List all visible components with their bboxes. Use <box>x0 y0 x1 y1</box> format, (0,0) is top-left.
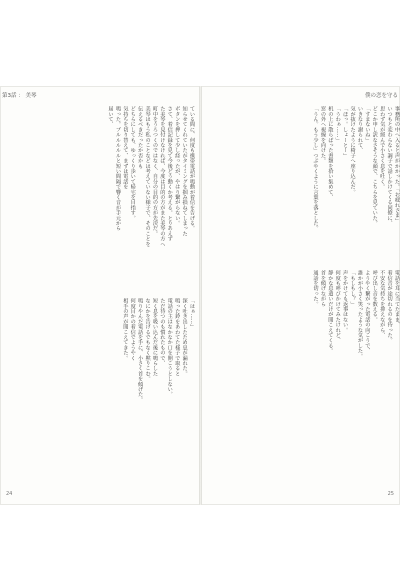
text-line: 深く吐き出したため息が漏れた。 <box>181 298 188 376</box>
text-block <box>0 106 195 251</box>
text-line: 知らせてくれていたがタイミングを掴み損ねてしまった <box>181 106 188 236</box>
text-block <box>0 298 195 448</box>
text-line: ただ待つのも慣れたもので、 <box>159 298 166 366</box>
text-line: 気が抜けたように椅子へ座り込んだ。 <box>349 106 356 195</box>
text-line: 町中をうろつくのではなく、自分の目的の方が先決だ。 <box>151 106 158 236</box>
text-line: 鳴りやんだ電話を手に、小さく首を傾げた。 <box>137 298 144 402</box>
text-line: 「もしもし？」 <box>349 270 356 307</box>
text-line: 何度目かの着信でようやく <box>129 298 136 361</box>
text-line: 思わず気が緩んで小さく息を吐く。 <box>379 106 386 190</box>
text-line: どこか申し訳なさそうな顔で、こちらを見ていた。 <box>371 106 378 226</box>
text-line: 相手の声が聞こえてきた。 <box>122 298 129 361</box>
text-line: 誰かが小さく笑ったような気がした。 <box>356 270 363 359</box>
text-line: 机の上に散らばった書類を拾い集めて、 <box>327 106 334 200</box>
text-line: 呼び出し音を数える。 <box>371 270 378 322</box>
text-line: ボタンを押して少し経ったが、やはり繋がらない。 <box>174 106 181 226</box>
text-line: た美琴を見付けなければ、今度は目的の方がまた美琴の方へ <box>159 106 166 247</box>
text-line: 鳴った鈴をあわてた様子で取ると <box>174 298 181 376</box>
text-line: いきなり謝られて、 <box>356 106 363 153</box>
text-line: 「はぁ……」 <box>189 298 195 330</box>
text-line: さて、着信記録を見て今後どう動くか考える。とりあえず <box>166 106 173 242</box>
text-line: 窓の外へ視線を向けた。 <box>319 106 326 164</box>
text-line: 「うわぁ……」 <box>334 106 341 143</box>
text-line: いつもと変わらない調子で話しかけてくる同僚に、 <box>386 106 393 226</box>
text-line: 通話を切った。 <box>312 270 319 307</box>
text-line: どちらにしても、ゆっくり歩いて帰宅を目指す。 <box>129 106 136 221</box>
page-number: 24 <box>6 491 13 497</box>
text-line: 不安な気持ちを抑えながら、 <box>379 270 386 338</box>
text-line: ている間に、何度も携帯電話が鳴動が着信を告げる。 <box>189 106 195 231</box>
text-line: 電話の主はなかなか口を開こうとしない。 <box>166 298 173 397</box>
text-line: 事務所の中へ入ると声がかかった。「お疲れさま」 <box>394 106 400 223</box>
text-line: ようやく繋がった電話の向こうで、 <box>364 270 371 354</box>
text-line: 伝えるべきだったか否かも <box>137 106 144 169</box>
text-line: 首を傾げながら <box>319 270 326 307</box>
text-line: 「すまないね」 <box>364 106 371 143</box>
text-line: 声をかけても返事はない。 <box>342 270 349 333</box>
text-line: 美琴はもう私のことなどは考えていない様子で、そのことを <box>144 106 151 247</box>
text-line: 気持ちを切り替えて、まずは電話を <box>122 106 129 190</box>
text-block <box>204 270 400 420</box>
text-line: 着信音が途切れるのを待った。 <box>386 270 393 343</box>
right-page <box>202 86 400 505</box>
text-line: 電話を耳に当てたまま、 <box>394 270 400 328</box>
text-line: 短く息を吸い込んだ後に鳴らした <box>151 298 158 376</box>
text-block <box>204 106 400 246</box>
text-line: 何度も呼びかけてみたけれど、 <box>334 270 341 343</box>
text-line: 「ほっ。しょーとー」 <box>342 106 349 158</box>
left-page <box>0 86 199 505</box>
text-line: 鳴った。プルルルルルと短い間隔で響く音が手元から <box>114 106 121 231</box>
text-line: 届いて、 <box>107 106 114 127</box>
text-line: 静かな息遣いだけが聞こえてくる。 <box>327 270 334 354</box>
running-head: 第3話 ： 美琴 <box>2 93 37 99</box>
page-number: 25 <box>387 491 394 497</box>
text-line: 「うん。もう少し」つぶやくように言葉を落とした。 <box>312 106 319 231</box>
running-head: 僕の恋を守る <box>364 93 398 99</box>
text-line: なにかを告げるでもなく黙りこむ。 <box>144 298 151 382</box>
